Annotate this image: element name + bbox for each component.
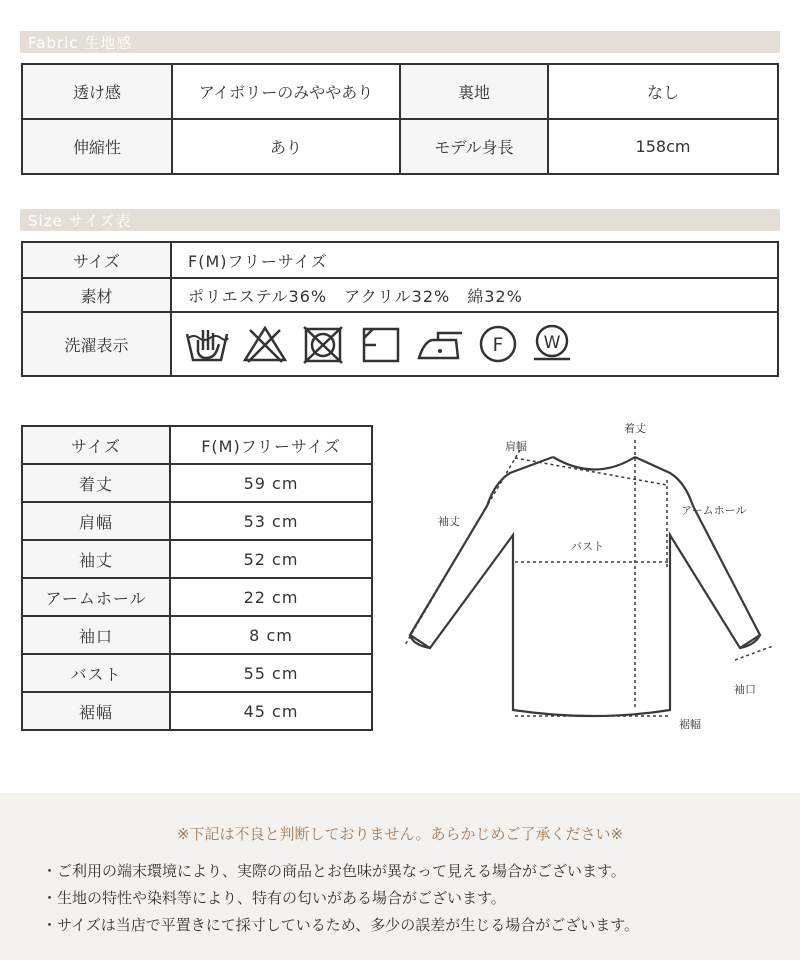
material-row [22,278,778,312]
measurement-header-value: F(M)フリーサイズ [170,426,372,464]
measurement-header-label: サイズ [22,426,170,464]
size-band-title: Size サイズ表 [28,212,132,230]
garment-diagram [395,410,785,740]
measurement-value: 55 cm [170,654,372,692]
dry-flat-shade-icon [358,324,404,364]
fabric-value-model-height: 158cm [548,119,778,174]
table-row [22,654,372,692]
material-label: 素材 [22,278,171,312]
care-icons [172,324,777,364]
notice-section [0,793,800,960]
table-row [22,540,372,578]
fabric-row [22,119,778,174]
diagram-label-susohaba: 裾幅 [679,718,701,731]
notice-heading: ※下記は不良と判断しておりません。あらかじめご了承ください※ [176,825,624,843]
diagram-labels [438,421,756,731]
fabric-label-uraji: 裏地 [400,64,548,119]
measurement-label: 裾幅 [22,692,170,730]
wet-clean-w-icon [530,324,574,364]
fabric-label-model-height: モデル身長 [400,119,548,174]
measurement-header-row [22,426,372,464]
measurement-label: 着丈 [22,464,170,502]
measurement-value: 59 cm [170,464,372,502]
care-w-letter: W [543,333,561,353]
fabric-label-sukekan: 透け感 [22,64,172,119]
care-row [22,312,778,376]
care-icons-cell [171,312,778,376]
dry-clean-f-icon [478,324,518,364]
measurement-value: 45 cm [170,692,372,730]
fabric-table [21,63,779,175]
measurement-value: 22 cm [170,578,372,616]
notice-line: ・サイズは当店で平置きにて採寸しているため、多少の誤差が生じる場合がございます。 [42,916,640,934]
table-row [22,578,372,616]
size-section-band [20,209,780,231]
table-row [22,502,372,540]
material-value: ポリエステル36% アクリル32% 綿32% [171,278,778,312]
diagram-label-kitake: 着丈 [624,422,646,435]
hand-wash-icon [184,324,230,364]
diagram-label-armhole: アームホール [681,504,747,517]
diagram-label-sodeguchi: 袖口 [734,683,756,696]
measurement-label: 袖口 [22,616,170,654]
measurement-value: 8 cm [170,616,372,654]
notice-line: ・ご利用の端末環境により、実際の商品とお色味が異なって見える場合がございます。 [42,862,626,880]
size-label: サイズ [22,242,171,278]
table-row [22,616,372,654]
fabric-row [22,64,778,119]
measurement-label: 肩幅 [22,502,170,540]
measurement-table [21,425,373,731]
fabric-band-title: Fabric 生地感 [28,34,133,52]
no-bleach-icon [242,324,288,364]
fabric-section-band [20,31,780,53]
measurement-label: バスト [22,654,170,692]
measurement-label: 袖丈 [22,540,170,578]
measure-lines [405,440,773,716]
diagram-label-katahaba: 肩幅 [505,440,527,453]
table-row [22,464,372,502]
notice-line: ・生地の特性や染料等により、特有の匂いがある場合がございます。 [42,889,506,907]
no-tumble-dry-icon [300,324,346,364]
table-row [22,692,372,730]
sweater-outline [410,457,760,716]
measurement-value: 52 cm [170,540,372,578]
care-f-letter: F [492,334,504,356]
care-label: 洗濯表示 [22,312,171,376]
fabric-value-uraji: なし [548,64,778,119]
diagram-label-bust: バスト [571,540,604,553]
size-info-table [21,241,779,377]
fabric-value-shinshuku: あり [172,119,400,174]
fabric-label-shinshuku: 伸縮性 [22,119,172,174]
iron-low-icon [416,324,466,364]
size-row [22,242,778,278]
diagram-label-sodetake: 袖丈 [438,515,460,528]
size-value: F(M)フリーサイズ [171,242,778,278]
measurement-value: 53 cm [170,502,372,540]
fabric-value-sukekan: アイボリーのみややあり [172,64,400,119]
measurement-label: アームホール [22,578,170,616]
